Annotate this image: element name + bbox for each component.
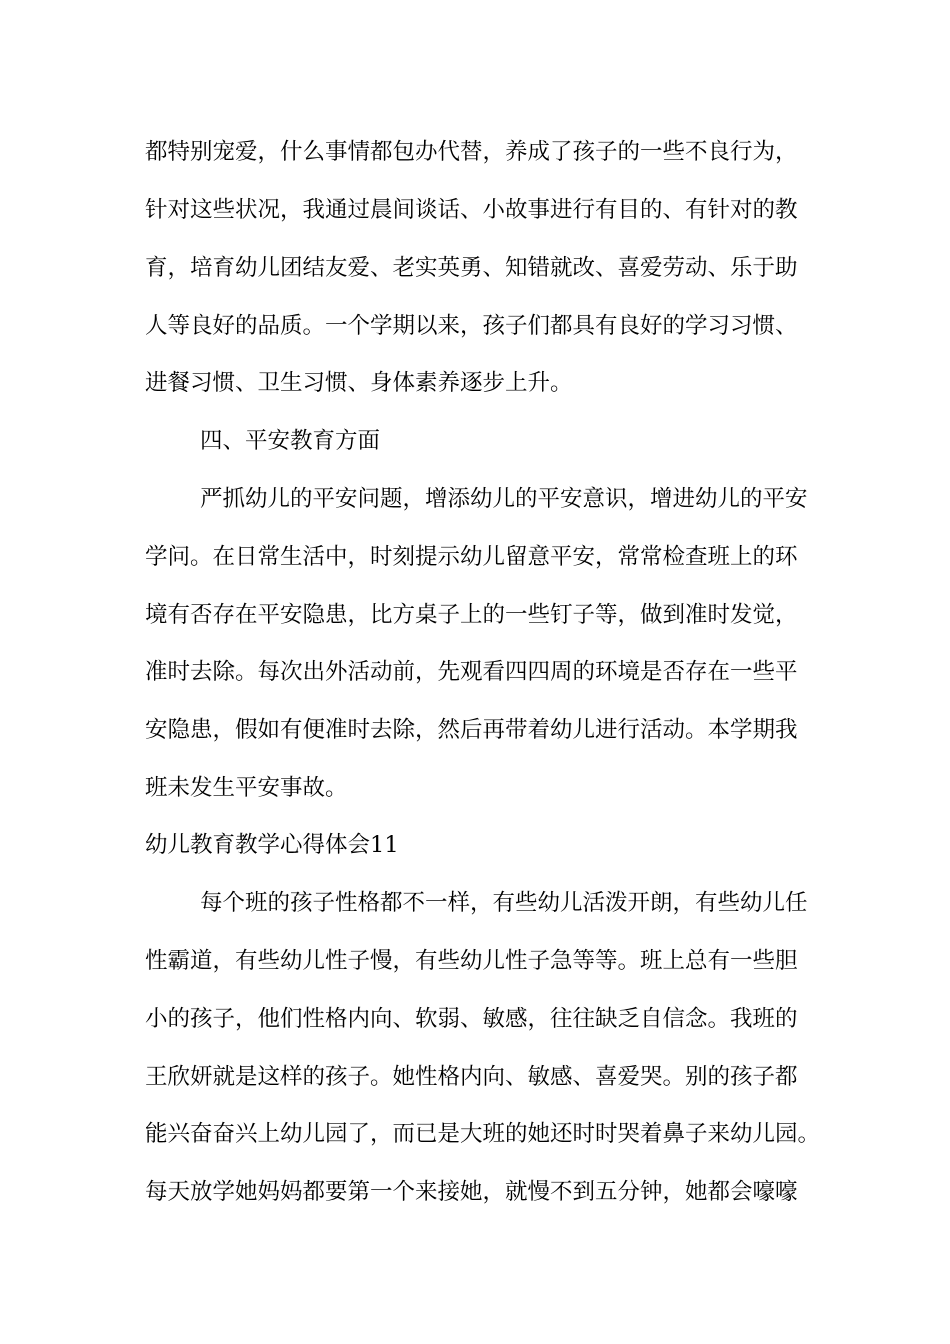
- text-line: 性霸道，有些幼儿性子慢，有些幼儿性子急等等。班上总有一些胆: [145, 948, 798, 974]
- text-line: 人等良好的品质。一个学期以来，孩子们都具有良好的学习习惯、: [145, 313, 798, 339]
- text-line: 都特别宠爱，什么事情都包办代替，养成了孩子的一些不良行为，: [145, 139, 798, 165]
- text-line: 安隐患，假如有便准时去除，然后再带着幼儿进行活动。本学期我: [145, 717, 798, 743]
- text-line: 育，培育幼儿团结友爱、老实英勇、知错就改、喜爱劳动、乐于助: [145, 255, 798, 281]
- text-line: 班未发生平安事故。: [145, 775, 348, 801]
- text-line: 能兴奋奋兴上幼儿园了，而已是大班的她还时时哭着鼻子来幼儿园。: [145, 1121, 821, 1147]
- text-line: 针对这些状况，我通过晨间谈话、小故事进行有目的、有针对的教: [145, 197, 798, 223]
- text-line: 王欣妍就是这样的孩子。她性格内向、敏感、喜爱哭。别的孩子都: [145, 1064, 798, 1090]
- text-line: 境有否存在平安隐患，比方桌子上的一些钉子等，做到准时发觉，: [145, 602, 798, 628]
- text-line: 严抓幼儿的平安问题，增添幼儿的平安意识，增进幼儿的平安: [200, 486, 808, 512]
- text-line: 准时去除。每次出外活动前，先观看四四周的环境是否存在一些平: [145, 659, 798, 685]
- text-line: 学问。在日常生活中，时刻提示幼儿留意平安，常常检查班上的环: [145, 544, 798, 570]
- text-line: 小的孩子，他们性格内向、软弱、敏感，往往缺乏自信念。我班的: [145, 1006, 798, 1032]
- text-line: 每个班的孩子性格都不一样，有些幼儿活泼开朗，有些幼儿任: [200, 890, 808, 916]
- text-line: 每天放学她妈妈都要第一个来接她，就慢不到五分钟，她都会嚎嚎: [145, 1179, 798, 1205]
- text-line: 进餐习惯、卫生习惯、身体素养逐步上升。: [145, 370, 573, 396]
- article-title: 幼儿教育教学心得体会11: [145, 832, 399, 858]
- section-heading: 四、平安教育方面: [200, 428, 381, 454]
